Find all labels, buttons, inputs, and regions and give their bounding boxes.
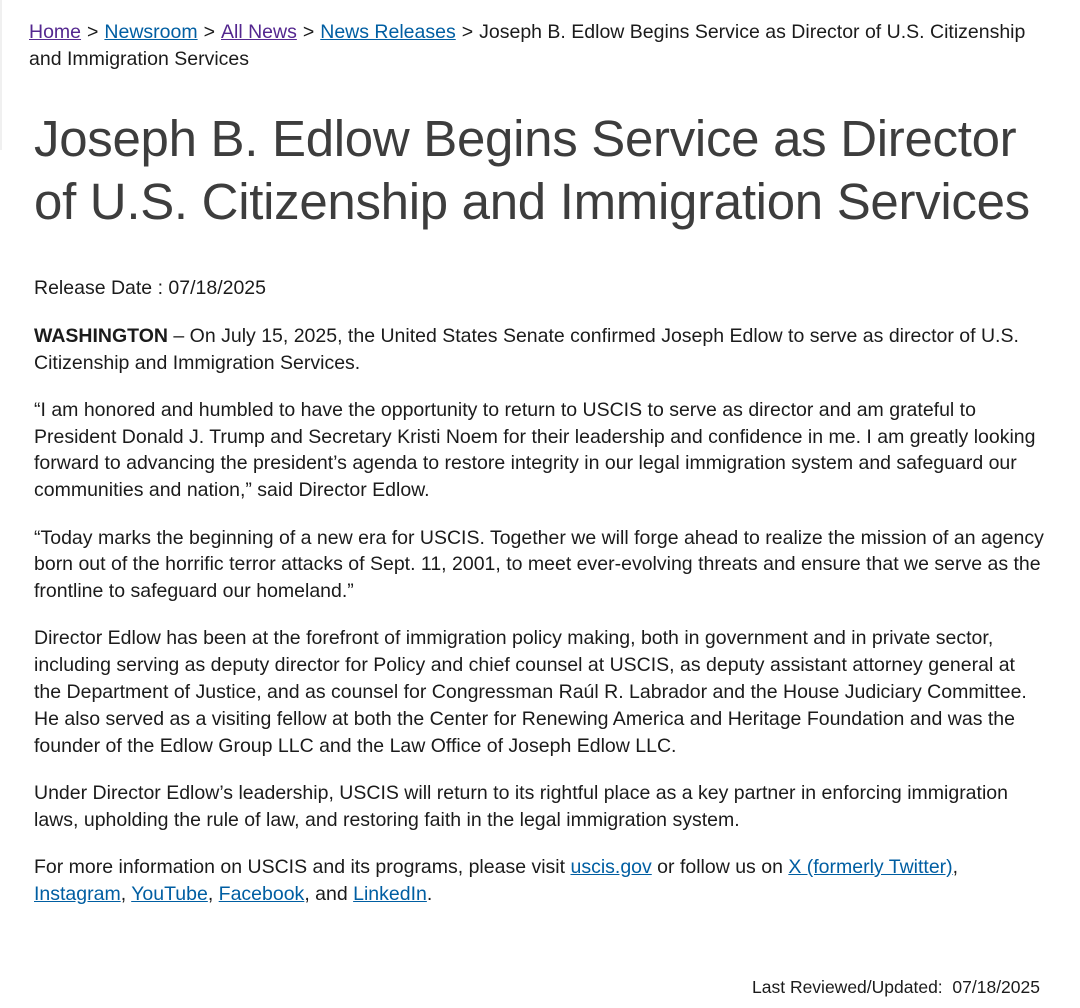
page-title: Joseph B. Edlow Begins Service as Director of U.S. Citizenship and Immigration Services	[34, 110, 1030, 230]
link-uscis-gov[interactable]: uscis.gov	[570, 856, 652, 879]
paragraph-quote-1: “I am honored and humbled to have the opportunity to return to USCIS to serve as director and am grateful to President Donald J. Trump and Secretary Kristi Noem for their leadership and confidence in me. I am greatly looking forward to advancing the president’s agenda to restore integrity in our legal immigration system and safeguard our communities and nation,” said Director Edlow.	[34, 398, 1036, 502]
more-info-intro: For more information on USCIS and its programs, please visit	[34, 856, 571, 879]
release-date-value: 07/18/2025	[168, 277, 267, 299]
link-instagram[interactable]: Instagram	[34, 882, 121, 905]
link-x-twitter[interactable]: X (formerly Twitter)	[788, 856, 953, 879]
comma: ,	[952, 856, 959, 879]
paragraph-1-text: – On July 15, 2025, the United States Senate confirmed Joseph Edlow to serve as director of U.S. Citizenship and Immigration Services.	[34, 324, 1019, 374]
link-youtube[interactable]: YouTube	[131, 882, 208, 905]
more-info-mid: or follow us on	[651, 856, 789, 879]
paragraph-background: Director Edlow has been at the forefront of immigration policy making, both in government and in private sector, including serving as deputy director for Policy and chief counsel at USCIS, as deputy assistant attorney general at the Department of Justice, and as counsel for Congressman Raúl R. Labrador and the House Judiciary Committee. He also served as a visiting fellow at both the Center for Renewing America and Heritage Foundation and was the founder of the Edlow Group LLC and the Law Office of Joseph Edlow LLC.	[34, 627, 1027, 757]
breadcrumb-link-home[interactable]: Home	[29, 21, 82, 43]
release-date	[34, 275, 1044, 302]
comma: ,	[207, 882, 219, 905]
last-reviewed-label: Last Reviewed/Updated:	[752, 977, 943, 997]
left-edge-divider	[0, 0, 2, 150]
article-body	[34, 275, 1044, 928]
breadcrumb-link-newsroom[interactable]: Newsroom	[104, 21, 198, 43]
breadcrumb-separator: >	[203, 21, 215, 43]
comma: ,	[120, 882, 132, 905]
breadcrumb-link-all-news[interactable]: All News	[221, 21, 297, 43]
breadcrumb-current-page: Joseph B. Edlow Begins Service as Director of U.S. Citizenship and Immigration Services	[29, 21, 1026, 70]
paragraph-quote-2: “Today marks the beginning of a new era for USCIS. Together we will forge ahead to realize the mission of an agency born out of the horrific terror attacks of Sept. 11, 2001, to meet ever-evolving threats and ensure that we serve as the frontline to safeguard our homeland.”	[34, 526, 1044, 603]
link-linkedin[interactable]: LinkedIn	[353, 882, 427, 905]
paragraph-more-info	[34, 854, 1044, 908]
period: .	[426, 882, 433, 905]
breadcrumb	[29, 19, 1049, 73]
last-reviewed	[752, 975, 1040, 999]
breadcrumb-separator: >	[461, 21, 474, 43]
link-facebook[interactable]: Facebook	[218, 882, 305, 905]
breadcrumb-separator: >	[87, 21, 99, 43]
breadcrumb-separator: >	[302, 21, 315, 43]
paragraph-leadership: Under Director Edlow’s leadership, USCIS will return to its rightful place as a key partner in enforcing immigration laws, upholding the rule of law, and restoring faith in the legal immigration system.	[34, 781, 1008, 831]
breadcrumb-link-news-releases[interactable]: News Releases	[320, 21, 456, 43]
dateline: WASHINGTON	[34, 324, 168, 347]
last-reviewed-date: 07/18/2025	[952, 977, 1040, 997]
and-text: , and	[304, 882, 354, 905]
release-date-label: Release Date :	[34, 277, 169, 299]
paragraph-dateline	[34, 323, 1044, 377]
